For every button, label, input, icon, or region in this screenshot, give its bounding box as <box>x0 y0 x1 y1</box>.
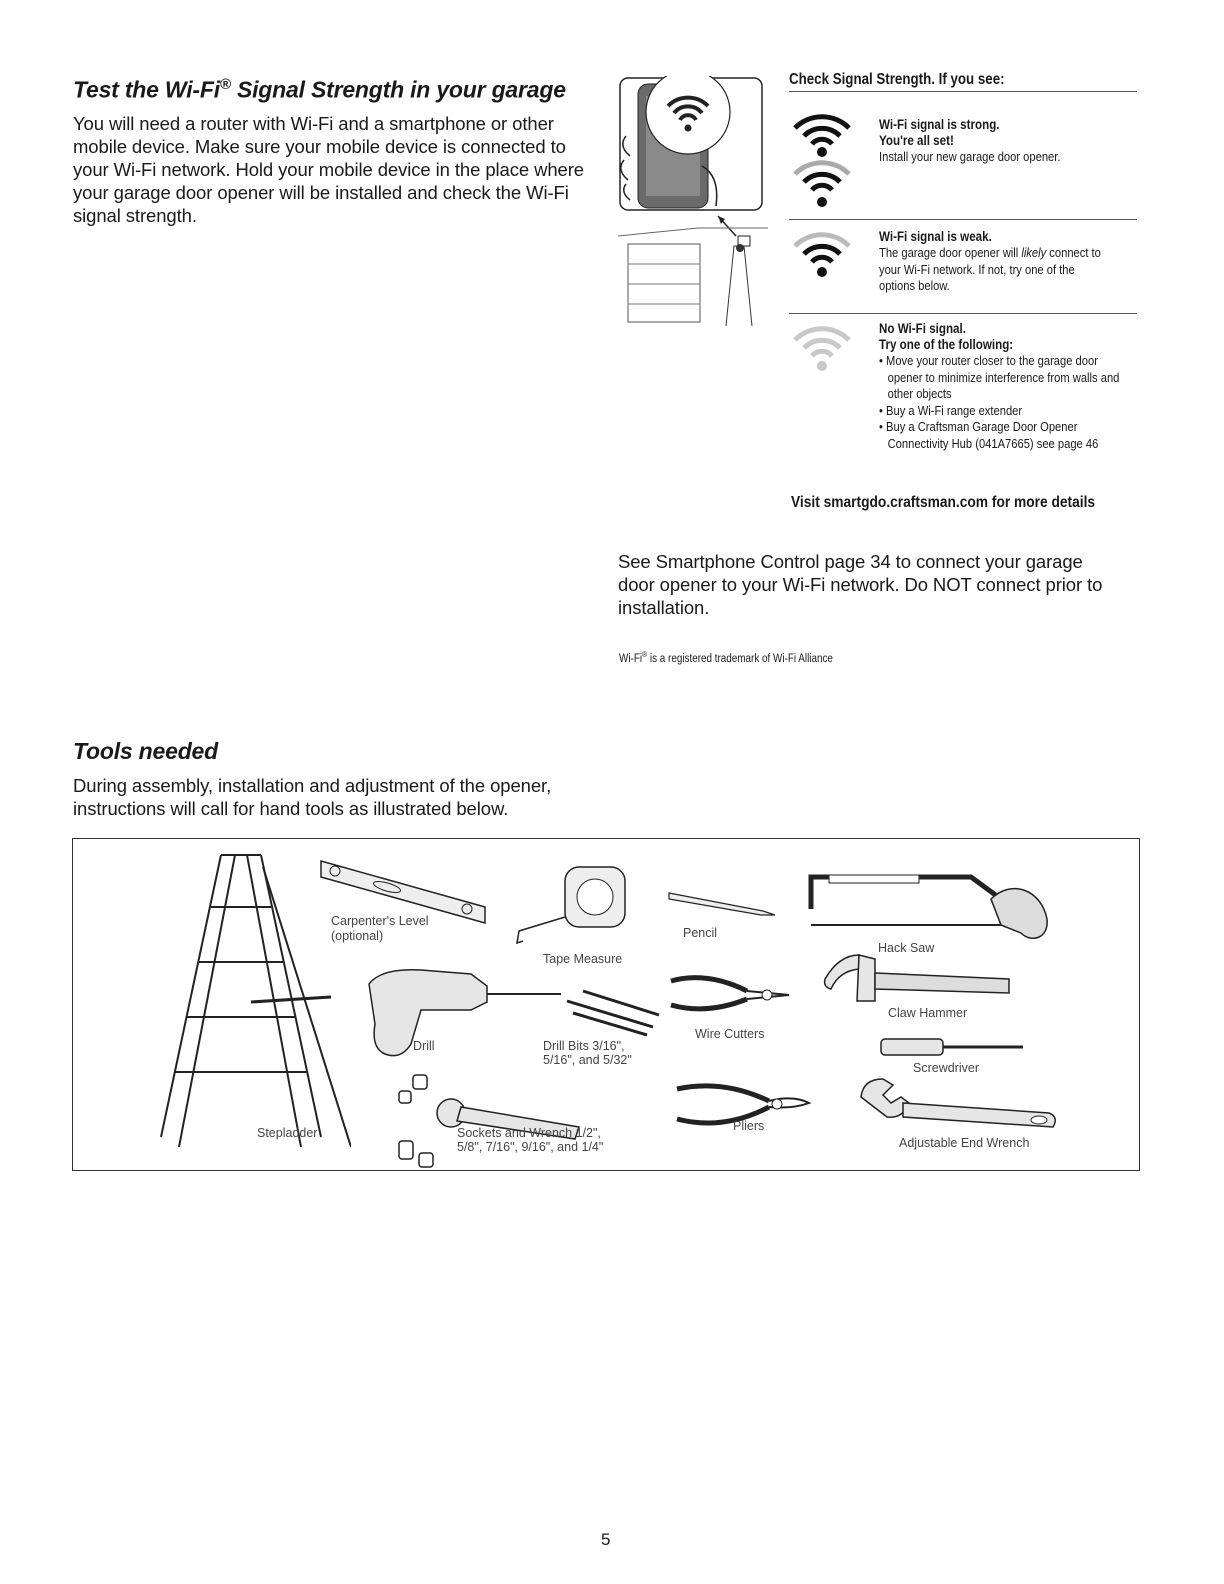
signal-weak-block: Wi-Fi signal is weak. The garage door opener will likely connect to your Wi-Fi network. If not, try one of the options below. <box>879 229 1101 293</box>
tape-measure-icon <box>513 861 633 951</box>
drill-bits-icon <box>563 987 663 1037</box>
tool-label-screwdriver: Screwdriver <box>913 1061 979 1075</box>
hacksaw-icon <box>801 869 1051 949</box>
drill-icon <box>361 964 571 1064</box>
option-item: • Move your router closer to the garage door opener to minimize interference from walls and other objects <box>879 353 1120 401</box>
tool-label-adjustable-wrench: Adjustable End Wrench <box>899 1136 1030 1150</box>
tool-label-claw-hammer: Claw Hammer <box>888 1006 968 1020</box>
trademark-note: Wi-Fi® is a registered trademark of Wi-Fi Alliance <box>619 650 833 665</box>
tool-label-wire-cutters: Wire Cutters <box>695 1027 765 1041</box>
tool-label-sockets-2: 5/8", 7/16", 9/16", and 1/4" <box>457 1140 604 1154</box>
tool-label-pliers: Pliers <box>733 1119 765 1133</box>
option-item: • Buy a Wi-Fi range extender <box>879 402 1023 418</box>
wifi-strong-icon <box>787 106 857 216</box>
tool-label-hacksaw: Hack Saw <box>878 941 935 955</box>
page-number: 5 <box>601 1530 611 1549</box>
pencil-icon <box>667 889 779 919</box>
smartphone-control-paragraph: See Smartphone Control page 34 to connect your garage door opener to your Wi-Fi network. Do NOT connect prior to installation. <box>618 551 1103 618</box>
tools-section-title: Tools needed <box>73 738 218 764</box>
tool-label-stepladder: Stepladder <box>257 1126 318 1140</box>
divider <box>789 313 1137 314</box>
sockets-wrench-icon <box>395 1071 585 1171</box>
signal-strong-block: Wi-Fi signal is strong. You're all set! Install your new garage door opener. <box>879 117 1061 164</box>
divider <box>789 91 1137 92</box>
wifi-weak-icon <box>787 226 857 286</box>
tool-label-drill-bits-1: Drill Bits 3/16", <box>543 1039 625 1053</box>
wifi-intro-paragraph: You will need a router with Wi-Fi and a smartphone or other mobile device. Make sure your mobile device is connected to your Wi-Fi network. Hold your mobile device in the place where your garage door opener will be installed and check the Wi-Fi signal strength. <box>73 113 584 226</box>
wire-cutters-icon <box>667 969 797 1025</box>
tool-label-level: Carpenter's Level <box>331 914 429 928</box>
wifi-section-title: Test the Wi-Fi® Signal Strength in your garage <box>73 76 566 103</box>
wifi-none-icon <box>787 320 857 380</box>
adjustable-wrench-icon <box>853 1073 1063 1137</box>
tool-label-sockets-1: Sockets and Wrench 1/2", <box>457 1126 601 1140</box>
tool-label-tape: Tape Measure <box>543 952 623 966</box>
tool-label-drill: Drill <box>413 1039 435 1053</box>
check-signal-heading: Check Signal Strength. If you see: <box>789 71 1005 88</box>
divider <box>789 219 1137 220</box>
tools-intro-paragraph: During assembly, installation and adjustment of the opener, instructions will call for hand tools as illustrated below. <box>73 775 552 819</box>
tool-label-drill-bits-2: 5/16", and 5/32" <box>543 1053 632 1067</box>
visit-website-note: Visit smartgdo.craftsman.com for more details <box>791 494 1096 511</box>
tool-label-level-note: (optional) <box>331 929 384 943</box>
signal-none-block: No Wi-Fi signal. Try one of the following: • Move your router closer to the garage door opener to minimize interference from walls and other objects • Buy a Wi-Fi range extender • Buy a Craftsman Garage Door Opener Connectivity Hub (041A7665) see page 46 <box>879 321 1128 452</box>
phone-garage-illustration <box>618 76 768 326</box>
tools-illustration-box <box>72 838 1140 1171</box>
option-item: • Buy a Craftsman Garage Door Opener Connectivity Hub (041A7665) see page 46 <box>879 419 1099 451</box>
screwdriver-icon <box>879 1035 1025 1059</box>
tool-label-pencil: Pencil <box>683 926 718 940</box>
